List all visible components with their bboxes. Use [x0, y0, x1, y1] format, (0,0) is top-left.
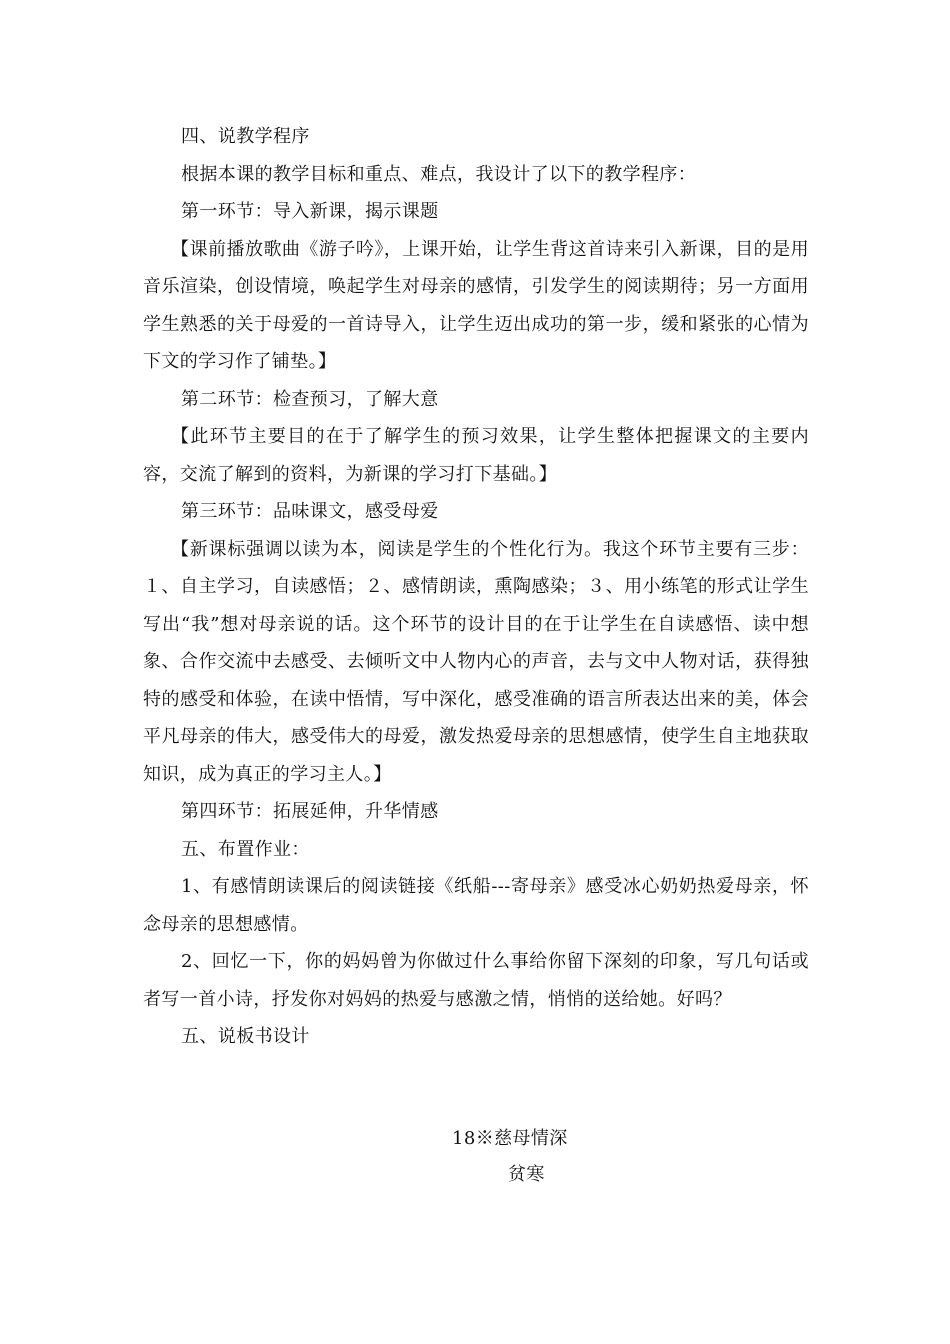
- step-one-note: 【课前播放歌曲《游子吟》，上课开始，让学生背这首诗来引入新课，目的是用音乐渲染，创设情境，唤起学生对母亲的感情，引发学生的阅读期待；另一方面用学生熟悉的关于母爱的一首诗导入，让学生迈出成功的第一步，缓和紧张的心情为下文的学习作了铺垫。】: [143, 238, 809, 372]
- step-three-heading: 第三环节：品味课文，感受母爱: [181, 501, 439, 522]
- section-heading-homework: 五、布置作业：: [181, 838, 310, 860]
- section-heading-board-design: 五、说板书设计: [181, 1026, 310, 1047]
- step-four-heading: 第四环节：拓展延伸，升华情感: [181, 801, 439, 822]
- step-two-note: 【此环节主要目的在于了解学生的预习效果，让学生整体把握课文的主要内容，交流了解到的资料，为新课的学习打下基础。】: [143, 426, 809, 485]
- procedure-intro: 根据本课的教学目标和重点、难点，我设计了以下的教学程序：: [181, 163, 697, 185]
- document-body: [143, 118, 809, 1056]
- step-one-heading: 第一环节：导入新课，揭示课题: [181, 201, 439, 222]
- board-design-subtitle: 贫寒: [508, 1164, 545, 1185]
- board-design-title: 18※慈母情深: [452, 1128, 568, 1149]
- step-two-heading: 第二环节：检查预习，了解大意: [181, 388, 439, 410]
- homework-item-1: 1、有感情朗读课后的阅读链接《纸船---寄母亲》感受冰心奶奶热爱母亲，怀念母亲的思想感情。: [143, 876, 809, 935]
- step-three-note: 【新课标强调以读为本，阅读是学生的个性化行为。我这个环节主要有三步：１、自主学习，自读感悟；２、感情朗读，熏陶感染；３、用小练笔的形式让学生写出“我”想对母亲说的话。这个环节的设计目的在于让学生在自读感悟、读中想象、合作交流中去感受、去倾听文中人物内心的声音，去与文中人物对话，获得独特的感受和体验，在读中悟情，写中深化，感受准确的语言所表达出来的美，体会平凡母亲的伟大，感受伟大的母爱，激发热爱母亲的思想感情，使学生自主地获取知识，成为真正的学习主人。】: [143, 538, 809, 785]
- section-heading-teaching-procedure: 四、说教学程序: [181, 126, 310, 147]
- homework-item-2: 2、回忆一下，你的妈妈曾为你做过什么事给你留下深刻的印象，写几句话或者写一首小诗，抒发你对妈妈的热爱与感激之情，悄悄的送给她。好吗？: [143, 951, 809, 1010]
